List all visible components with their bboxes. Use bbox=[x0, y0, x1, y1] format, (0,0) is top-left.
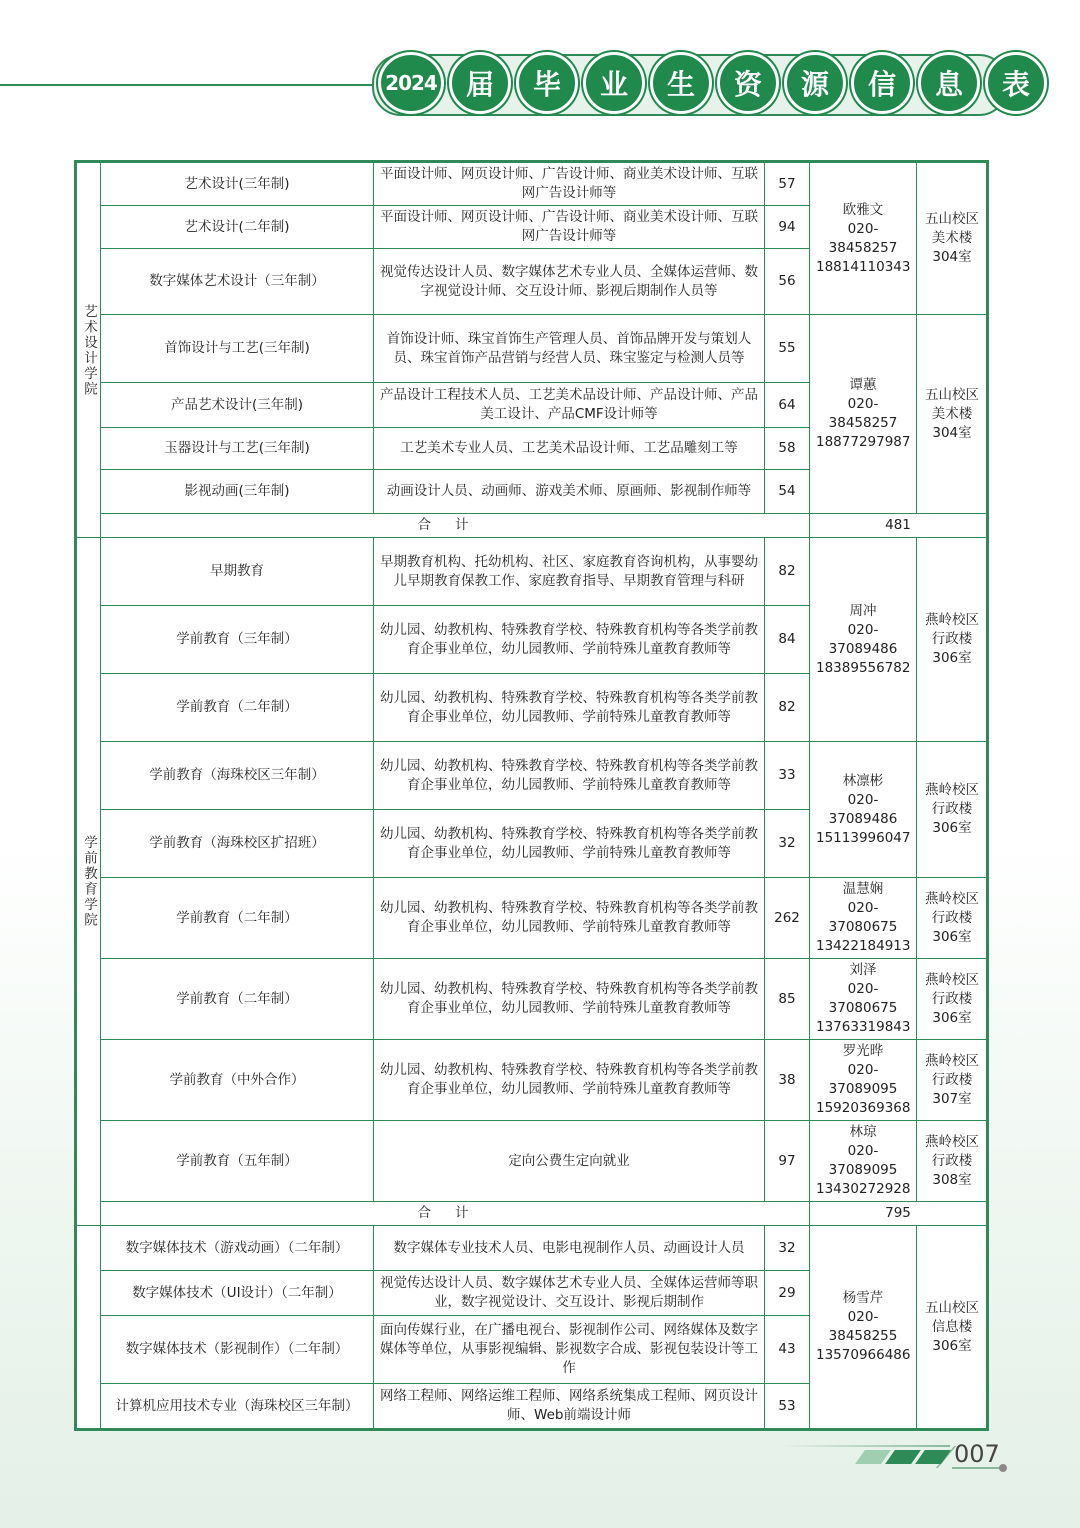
contact-mobile: 18814110343 bbox=[816, 258, 911, 275]
address-building: 信息楼 bbox=[931, 1318, 973, 1335]
address-room: 306室 bbox=[932, 1009, 972, 1026]
job-cell: 工艺美术专业人员、工艺美术品设计师、工艺品雕刻工等 bbox=[374, 428, 765, 470]
job-cell: 网络工程师、网络运维工程师、网络系统集成工程师、网页设计师、Web前端设计师 bbox=[374, 1384, 765, 1430]
contact-phone: 020-38458257 bbox=[828, 220, 898, 256]
total-value: 795 bbox=[810, 1202, 988, 1226]
address-cell bbox=[917, 1226, 988, 1430]
contact-cell bbox=[810, 742, 917, 878]
major-cell: 艺术设计(三年制) bbox=[101, 162, 374, 206]
job-cell: 面向传媒行业，在广播电视台、影视制作公司、网络媒体及数字媒体等单位，从事影视编辑、影视数字合成、影视包装设计等工作 bbox=[374, 1316, 765, 1384]
job-cell: 动画设计人员、动画师、游戏美术师、原画师、影视制作师等 bbox=[374, 470, 765, 514]
dept-cell-edu: 学前教育学院 bbox=[76, 538, 101, 1226]
address-room: 304室 bbox=[932, 424, 972, 441]
address-campus: 燕岭校区 bbox=[925, 1052, 979, 1069]
address-room: 306室 bbox=[932, 650, 972, 666]
job-cell: 幼儿园、幼教机构、特殊教育学校、特殊教育机构等各类学前教育企事业单位，幼儿园教师、学前特殊儿童教育教师等 bbox=[374, 1040, 765, 1121]
job-cell: 幼儿园、幼教机构、特殊教育学校、特殊教育机构等各类学前教育企事业单位，幼儿园教师、学前特殊儿童教育教师等 bbox=[374, 606, 765, 674]
address-cell bbox=[917, 1040, 988, 1121]
graduate-info-table bbox=[74, 160, 989, 1431]
job-cell: 视觉传达设计人员、数字媒体艺术专业人员、全媒体运营师等职业，数字视觉设计、交互设计、影视后期制作 bbox=[374, 1271, 765, 1316]
count-cell: 64 bbox=[765, 383, 810, 428]
contact-name: 欧雅文 bbox=[842, 201, 884, 218]
count-cell: 56 bbox=[765, 249, 810, 315]
contact-name: 罗光晔 bbox=[842, 1043, 884, 1059]
table-row bbox=[76, 1121, 988, 1202]
address-room: 307室 bbox=[932, 1090, 972, 1107]
job-cell: 定向公费生定向就业 bbox=[374, 1121, 765, 1202]
address-room: 306室 bbox=[932, 820, 972, 836]
major-cell: 玉器设计与工艺(三年制) bbox=[101, 428, 374, 470]
title-char: 息 bbox=[918, 52, 980, 114]
address-building: 行政楼 bbox=[931, 1071, 973, 1088]
count-cell: 32 bbox=[765, 810, 810, 878]
job-cell: 产品设计工程技术人员、工艺美术品设计师、产品设计师、产品美工设计、产品CMF设计师等 bbox=[374, 383, 765, 428]
count-cell: 57 bbox=[765, 162, 810, 206]
address-cell bbox=[917, 959, 988, 1040]
count-cell: 82 bbox=[765, 674, 810, 742]
contact-cell bbox=[810, 959, 917, 1040]
address-cell bbox=[917, 162, 988, 315]
contact-cell bbox=[810, 1226, 917, 1430]
address-building: 美术楼 bbox=[931, 230, 973, 246]
major-cell: 学前教育（二年制） bbox=[101, 878, 374, 959]
major-cell: 计算机应用技术专业（海珠校区三年制） bbox=[101, 1384, 374, 1430]
major-cell: 学前教育（海珠校区三年制） bbox=[101, 742, 374, 810]
major-cell: 早期教育 bbox=[101, 538, 374, 606]
table-row bbox=[76, 742, 988, 810]
address-room: 306室 bbox=[932, 928, 972, 945]
title-char: 源 bbox=[784, 52, 846, 114]
table-row bbox=[76, 162, 988, 206]
page-number: 007 bbox=[954, 1440, 1000, 1468]
job-cell: 首饰设计师、珠宝首饰生产管理人员、首饰品牌开发与策划人员、珠宝首饰产品营销与经营人员、珠宝鉴定与检测人员等 bbox=[374, 315, 765, 383]
address-building: 美术楼 bbox=[931, 405, 973, 422]
contact-phone: 020-38458257 bbox=[828, 396, 898, 431]
address-room: 304室 bbox=[932, 249, 972, 265]
table-row bbox=[76, 315, 988, 383]
count-cell: 38 bbox=[765, 1040, 810, 1121]
count-cell: 85 bbox=[765, 959, 810, 1040]
address-building: 行政楼 bbox=[931, 909, 973, 926]
job-cell: 早期教育机构、托幼机构、社区、家庭教育咨询机构，从事婴幼儿早期教育保教工作、家庭教育指导、早期教育管理与科研 bbox=[374, 538, 765, 606]
job-cell: 幼儿园、幼教机构、特殊教育学校、特殊教育机构等各类学前教育企事业单位，幼儿园教师、学前特殊儿童教育教师等 bbox=[374, 674, 765, 742]
contact-phone: 020-37089095 bbox=[828, 1143, 898, 1178]
count-cell: 54 bbox=[765, 470, 810, 514]
title-char: 生 bbox=[650, 52, 712, 114]
major-cell: 学前教育（二年制） bbox=[101, 959, 374, 1040]
address-building: 行政楼 bbox=[931, 801, 973, 817]
table-row bbox=[76, 959, 988, 1040]
major-cell: 学前教育（中外合作） bbox=[101, 1040, 374, 1121]
count-cell: 97 bbox=[765, 1121, 810, 1202]
table-row bbox=[76, 878, 988, 959]
major-cell: 学前教育（五年制） bbox=[101, 1121, 374, 1202]
major-cell: 艺术设计(二年制) bbox=[101, 206, 374, 249]
job-cell: 幼儿园、幼教机构、特殊教育学校、特殊教育机构等各类学前教育企事业单位，幼儿园教师、学前特殊儿童教育教师等 bbox=[374, 810, 765, 878]
address-campus: 燕岭校区 bbox=[925, 782, 979, 798]
total-value: 481 bbox=[810, 514, 988, 538]
address-cell bbox=[917, 742, 988, 878]
contact-mobile: 13430272928 bbox=[816, 1181, 911, 1197]
contact-cell bbox=[810, 1040, 917, 1121]
total-row bbox=[76, 514, 988, 538]
contact-phone: 020-38458255 bbox=[828, 1309, 898, 1344]
address-campus: 五山校区 bbox=[925, 386, 979, 403]
contact-cell bbox=[810, 878, 917, 959]
contact-name: 刘泽 bbox=[849, 962, 877, 978]
contact-mobile: 13570966486 bbox=[816, 1347, 911, 1363]
dept-cell-art: 艺术设计学院 bbox=[76, 162, 101, 538]
address-room: 306室 bbox=[932, 1337, 972, 1354]
title-char: 表 bbox=[985, 52, 1047, 114]
count-cell: 262 bbox=[765, 878, 810, 959]
major-cell: 数字媒体技术（影视制作）（二年制） bbox=[101, 1316, 374, 1384]
job-cell: 平面设计师、网页设计师、广告设计师、商业美术设计师、互联网广告设计师等 bbox=[374, 162, 765, 206]
major-cell: 数字媒体技术（UI设计）（二年制） bbox=[101, 1271, 374, 1316]
count-cell: 82 bbox=[765, 538, 810, 606]
table-row bbox=[76, 1040, 988, 1121]
address-campus: 燕岭校区 bbox=[925, 612, 979, 628]
contact-phone: 020-37089486 bbox=[828, 791, 898, 827]
count-cell: 84 bbox=[765, 606, 810, 674]
contact-name: 杨雪芹 bbox=[842, 1290, 884, 1306]
contact-name: 林凛彬 bbox=[842, 772, 884, 789]
address-building: 行政楼 bbox=[931, 631, 973, 647]
count-cell: 32 bbox=[765, 1226, 810, 1271]
job-cell: 数字媒体专业技术人员、电影电视制作人员、动画设计人员 bbox=[374, 1226, 765, 1271]
footer-stripe bbox=[915, 1450, 951, 1464]
page-title bbox=[378, 50, 1052, 116]
title-year: 2024 bbox=[378, 52, 444, 114]
contact-cell bbox=[810, 1121, 917, 1202]
contact-cell bbox=[810, 315, 917, 514]
job-cell: 幼儿园、幼教机构、特殊教育学校、特殊教育机构等各类学前教育企事业单位，幼儿园教师、学前特殊儿童教育教师等 bbox=[374, 878, 765, 959]
footer-rule bbox=[780, 1445, 950, 1447]
major-cell: 学前教育（二年制） bbox=[101, 674, 374, 742]
dept-cell-media bbox=[76, 1226, 101, 1430]
footer-dot bbox=[999, 1464, 1007, 1472]
title-char: 届 bbox=[449, 52, 511, 114]
table-row bbox=[76, 538, 988, 606]
title-char: 资 bbox=[717, 52, 779, 114]
major-cell: 首饰设计与工艺(三年制) bbox=[101, 315, 374, 383]
job-cell: 幼儿园、幼教机构、特殊教育学校、特殊教育机构等各类学前教育企事业单位，幼儿园教师、学前特殊儿童教育教师等 bbox=[374, 959, 765, 1040]
total-label: 合计 bbox=[101, 514, 810, 538]
major-cell: 学前教育（海珠校区扩招班） bbox=[101, 810, 374, 878]
address-room: 308室 bbox=[932, 1171, 972, 1188]
footer-stripes bbox=[860, 1450, 950, 1464]
count-cell: 33 bbox=[765, 742, 810, 810]
address-campus: 五山校区 bbox=[925, 1299, 979, 1316]
address-cell bbox=[917, 315, 988, 514]
address-building: 行政楼 bbox=[931, 990, 973, 1007]
major-cell: 学前教育（三年制） bbox=[101, 606, 374, 674]
job-cell: 幼儿园、幼教机构、特殊教育学校、特殊教育机构等各类学前教育企事业单位，幼儿园教师、学前特殊儿童教育教师等 bbox=[374, 742, 765, 810]
contact-phone: 020-37089095 bbox=[828, 1062, 898, 1097]
major-cell: 数字媒体技术（游戏动画）（二年制） bbox=[101, 1226, 374, 1271]
contact-phone: 020-37080675 bbox=[828, 981, 898, 1016]
contact-mobile: 13422184913 bbox=[816, 938, 911, 954]
contact-mobile: 15920369368 bbox=[816, 1100, 911, 1116]
major-cell: 影视动画(三年制) bbox=[101, 470, 374, 514]
contact-mobile: 15113996047 bbox=[816, 829, 911, 846]
contact-name: 温慧娴 bbox=[842, 881, 884, 897]
title-char: 业 bbox=[583, 52, 645, 114]
contact-mobile: 18877297987 bbox=[816, 434, 911, 450]
contact-cell bbox=[810, 162, 917, 315]
address-cell bbox=[917, 878, 988, 959]
address-cell bbox=[917, 1121, 988, 1202]
contact-phone: 020-37080675 bbox=[828, 900, 898, 935]
contact-name: 周冲 bbox=[849, 602, 877, 619]
address-building: 行政楼 bbox=[931, 1152, 973, 1169]
count-cell: 29 bbox=[765, 1271, 810, 1316]
count-cell: 55 bbox=[765, 315, 810, 383]
contact-name: 林琼 bbox=[849, 1124, 877, 1140]
major-cell: 产品艺术设计(三年制) bbox=[101, 383, 374, 428]
address-campus: 燕岭校区 bbox=[925, 890, 979, 907]
address-campus: 燕岭校区 bbox=[925, 971, 979, 988]
count-cell: 94 bbox=[765, 206, 810, 249]
job-cell: 平面设计师、网页设计师、广告设计师、商业美术设计师、互联网广告设计师等 bbox=[374, 206, 765, 249]
count-cell: 43 bbox=[765, 1316, 810, 1384]
title-char: 信 bbox=[851, 52, 913, 114]
contact-mobile: 13763319843 bbox=[816, 1019, 911, 1035]
table-row bbox=[76, 1226, 988, 1271]
total-label: 合计 bbox=[101, 1202, 810, 1226]
contact-cell bbox=[810, 538, 917, 742]
address-cell bbox=[917, 538, 988, 742]
address-campus: 燕岭校区 bbox=[925, 1133, 979, 1150]
address-campus: 五山校区 bbox=[925, 211, 979, 227]
job-cell: 视觉传达设计人员、数字媒体艺术专业人员、全媒体运营师、数字视觉设计师、交互设计师、影视后期制作人员等 bbox=[374, 249, 765, 315]
count-cell: 53 bbox=[765, 1384, 810, 1430]
contact-mobile: 18389556782 bbox=[816, 659, 911, 676]
contact-phone: 020-37089486 bbox=[828, 621, 898, 657]
count-cell: 58 bbox=[765, 428, 810, 470]
total-row bbox=[76, 1202, 988, 1226]
title-char: 毕 bbox=[516, 52, 578, 114]
major-cell: 数字媒体艺术设计（三年制） bbox=[101, 249, 374, 315]
contact-name: 谭蕙 bbox=[849, 377, 877, 393]
